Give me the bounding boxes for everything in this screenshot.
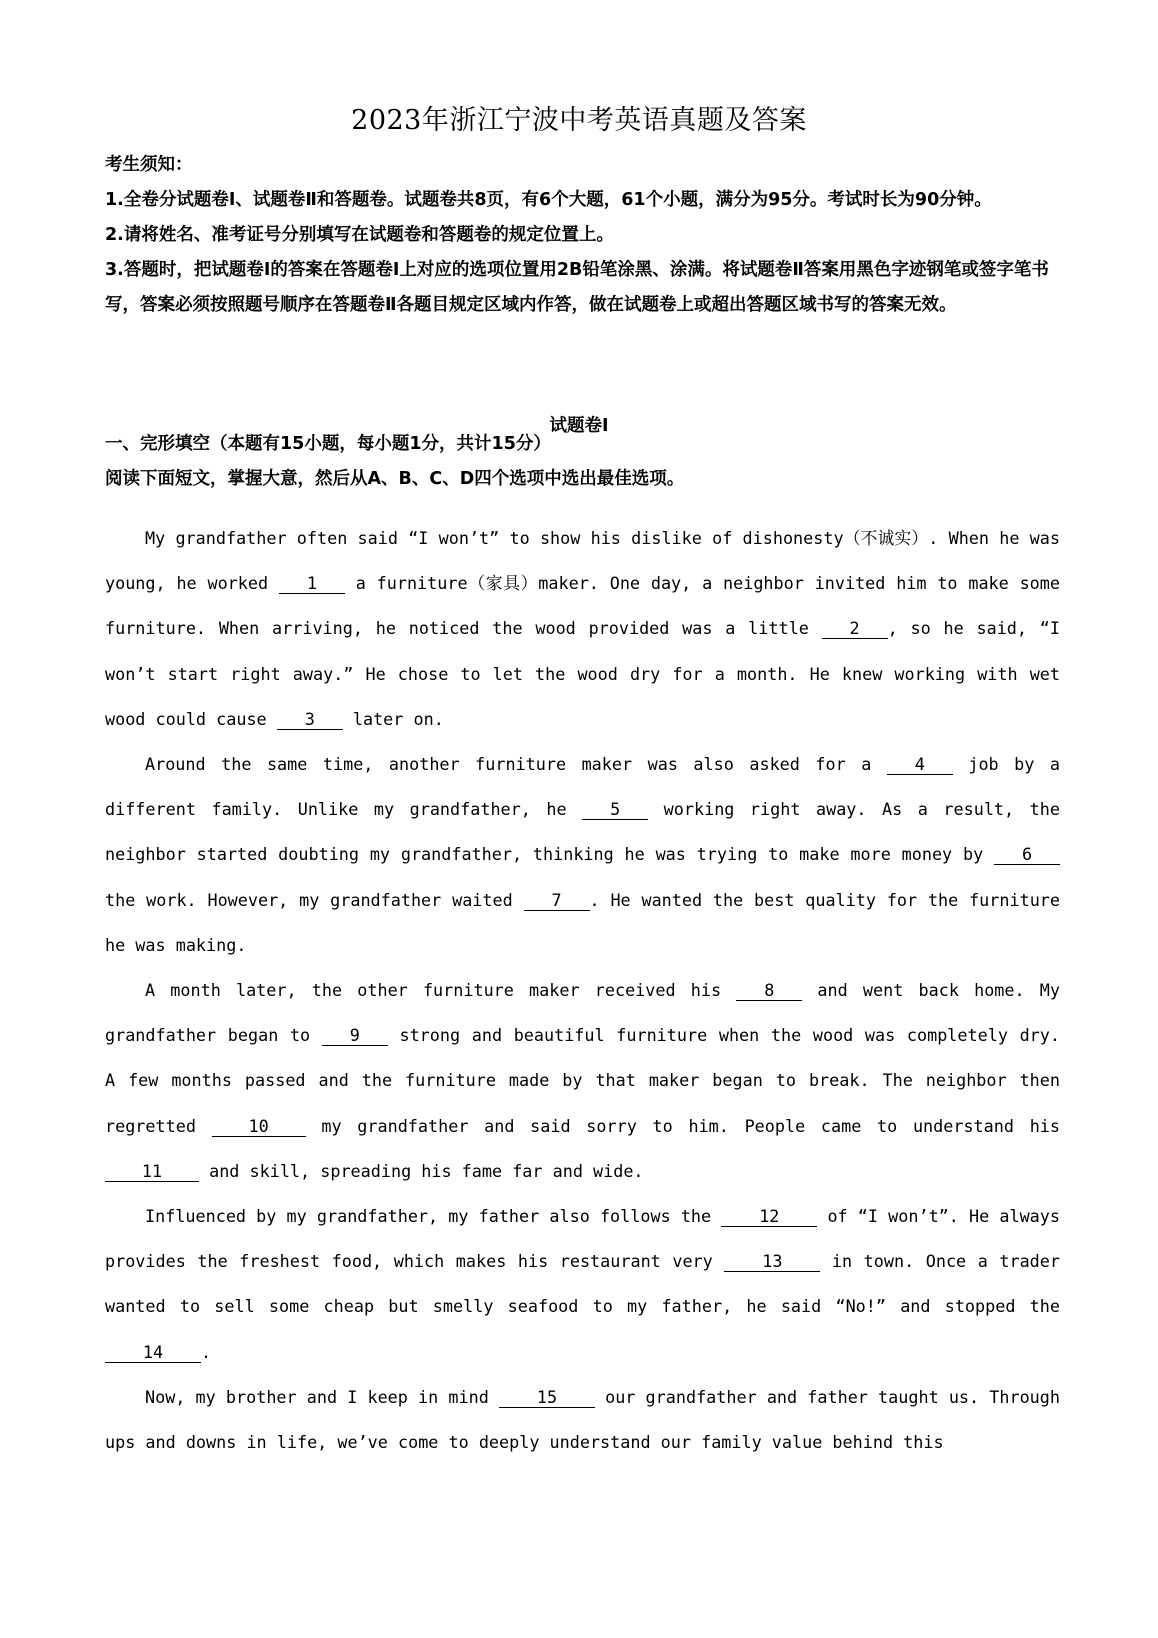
passage-text: working right away. As a result, the neighbor started doubting my grandfather, thinking he was trying to make more money by: [105, 799, 1060, 865]
passage-text: Influenced by my grandfather, my father also follows the: [145, 1206, 722, 1227]
passage-text: My grandfather often said “I won’t” to show his dislike of dishonesty（不诚实）. When he was young, he worked: [105, 528, 1060, 594]
cloze-blank-11: 11: [105, 1161, 199, 1182]
notice-heading: 考生须知：: [105, 155, 193, 175]
part1-instruction: 阅读下面短文，掌握大意，然后从A、B、C、D四个选项中选出最佳选项。: [105, 469, 685, 489]
passage-paragraph-4: [105, 1194, 1060, 1375]
passage-text: and skill, spreading his fame far and wide.: [199, 1160, 644, 1181]
section-title: 试题卷Ⅰ: [549, 416, 609, 436]
cloze-blank-13: 13: [724, 1251, 820, 1272]
passage-text: A month later, the other furniture maker received his: [145, 980, 737, 1001]
passage-text: job by a different family. Unlike my grandfather, he: [105, 754, 1060, 820]
passage-text: , so he said, “I won’t start right away.” He chose to let the wood dry for a month. He knew working with wet wood could cause: [105, 618, 1060, 729]
passage-text: .: [201, 1341, 212, 1362]
part1-heading: 一、完形填空（本题有15小题，每小题1分，共计15分）: [105, 434, 551, 454]
cloze-blank-8: 8: [736, 980, 802, 1001]
notice-item-2: 2.请将姓名、准考证号分别填写在试题卷和答题卷的规定位置上。: [105, 225, 614, 245]
passage-text: our grandfather and father taught us. Through ups and downs in life, we’ve come to deeply understand our family value behind this: [105, 1386, 1060, 1453]
passage-text: strong and beautiful furniture when the wood was completely dry. A few months passed and the furniture made by that maker began to break. The neighbor then regretted: [105, 1025, 1060, 1136]
cloze-blank-10: 10: [212, 1116, 306, 1137]
passage-paragraph-2: [105, 742, 1060, 968]
cloze-blank-14: 14: [105, 1342, 201, 1363]
cloze-blank-3: 3: [277, 709, 343, 730]
cloze-blank-7: 7: [524, 890, 590, 911]
cloze-blank-4: 4: [887, 754, 953, 775]
passage-text: Now, my brother and I keep in mind: [145, 1386, 499, 1407]
passage-text: . He wanted the best quality for the furniture he was making.: [105, 889, 1061, 955]
notice-item-3: 3.答题时，把试题卷Ⅰ的答案在答题卷Ⅰ上对应的选项位置用2B铅笔涂黑、涂满。将试题卷Ⅱ答案用黑色字迹钢笔或签字笔书写，答案必须按照题号顺序在答题卷Ⅱ各题目规定区域内作答，做在试题卷上或超出答题区域书写的答案无效。: [105, 260, 1049, 315]
passage-text: a furniture（家具）maker. One day, a neighbor invited him to make some furniture. When arriving, he noticed the wood provided was a little: [105, 573, 1060, 639]
passage-text: and went back home. My grandfather began to: [105, 980, 1060, 1046]
notice-item-1: 1.全卷分试题卷Ⅰ、试题卷Ⅱ和答题卷。试题卷共8页，有6个大题，61个小题，满分为95分。考试时长为90分钟。: [105, 190, 992, 210]
cloze-blank-5: 5: [582, 799, 648, 820]
passage-text: Around the same time, another furniture maker was also asked for a: [145, 754, 887, 775]
cloze-passage: [105, 516, 1060, 1465]
passage-text: of “I won’t”. He always provides the freshest food, which makes his restaurant very: [105, 1206, 1060, 1272]
passage-text: the work. However, my grandfather waited: [105, 889, 524, 910]
document-title: 2023年浙江宁波中考英语真题及答案: [351, 105, 807, 136]
exam-notice: [105, 148, 1055, 323]
cloze-blank-1: 1: [279, 573, 345, 594]
passage-text: in town. Once a trader wanted to sell some cheap but smelly seafood to my father, he said “No!” and stopped the: [105, 1251, 1060, 1317]
cloze-blank-12: 12: [721, 1206, 817, 1227]
cloze-blank-2: 2: [822, 618, 888, 639]
passage-paragraph-3: [105, 968, 1060, 1194]
passage-text: my grandfather and said sorry to him. People came to understand his: [305, 1115, 1060, 1136]
cloze-blank-15: 15: [499, 1387, 595, 1408]
cloze-blank-6: 6: [994, 844, 1060, 865]
passage-paragraph-5: [105, 1375, 1060, 1465]
passage-paragraph-1: [105, 516, 1060, 742]
part-heading: [105, 427, 1055, 497]
cloze-blank-9: 9: [322, 1025, 388, 1046]
passage-text: later on.: [342, 708, 444, 729]
